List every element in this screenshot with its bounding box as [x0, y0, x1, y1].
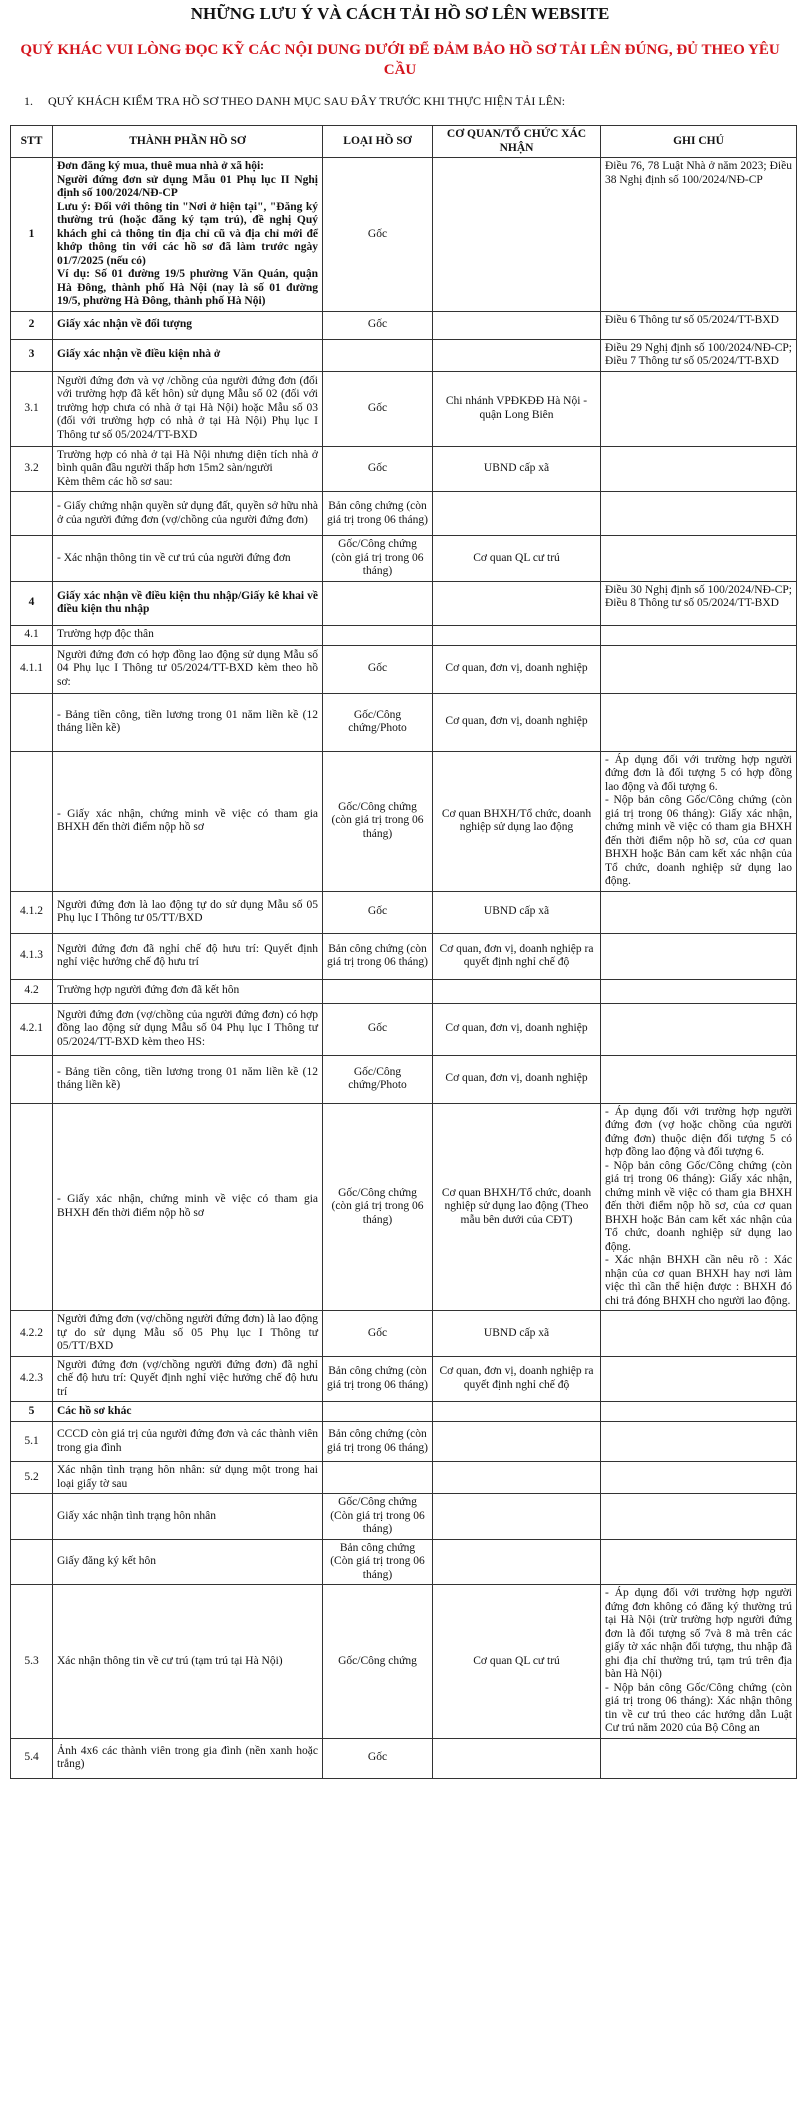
note-cell: Điều 6 Thông tư số 05/2024/TT-BXD	[601, 311, 797, 339]
note-cell	[601, 371, 797, 446]
note-cell	[601, 933, 797, 979]
component-cell: - Bảng tiền công, tiền lương trong 01 năm liền kề (12 tháng liền kề)	[53, 693, 323, 751]
component-cell: Người đứng đơn có hợp đồng lao động sử dụng Mẫu số 04 Phụ lục I Thông tư 05/2024/TT-BXD kèm theo hồ sơ:	[53, 645, 323, 693]
agency-cell: UBND cấp xã	[433, 446, 601, 492]
header-note: GHI CHÚ	[601, 126, 797, 158]
note-cell: - Áp dụng đối với trường hợp người đứng đơn (vợ hoặc chồng của người đứng đơn) thuộc diện đối tượng 5 có hợp đồng lao động và đối tượng 6. - Nộp bản công Gốc/Công chứng (còn giá trị trong 06 tháng): Giấy xác nhận, chứng minh về việc có tham gia BHXH đến thời điểm nộp hồ sơ, của cơ quan BHXH hoặc Bản cam kết xác nhận của Tổ chức, doanh nghiệp sử dụng lao động. - Xác nhận BHXH cần nêu rõ : Xác nhận của cơ quan BHXH hay nơi làm việc thì cần thể hiện được : BHXH đó chi trả đóng BHXH cho người lao động.	[601, 1103, 797, 1311]
table-row	[11, 933, 797, 979]
component-cell: Người đứng đơn (vợ/chồng của người đứng đơn) có hợp đồng lao động sử dụng Mẫu số 04 Phụ lục I Thông tư 05/2024/TT-BXD kèm theo HS:	[53, 1003, 323, 1055]
stt-cell	[11, 536, 53, 582]
stt-cell: 3.2	[11, 446, 53, 492]
header-type: LOẠI HỒ SƠ	[323, 126, 433, 158]
stt-cell	[11, 1103, 53, 1311]
note-cell	[601, 1462, 797, 1494]
stt-cell: 2	[11, 311, 53, 339]
table-row	[11, 1422, 797, 1462]
agency-cell: UBND cấp xã	[433, 891, 601, 933]
stt-cell	[11, 693, 53, 751]
component-cell: Giấy xác nhận về đối tượng	[53, 311, 323, 339]
stt-cell	[11, 492, 53, 536]
table-row	[11, 1055, 797, 1103]
component-cell: Người đứng đơn là lao động tự do sử dụng Mẫu số 05 Phụ lục I Thông tư 05/TT/BXD	[53, 891, 323, 933]
note-cell	[601, 625, 797, 645]
note-cell: Điều 76, 78 Luật Nhà ở năm 2023; Điều 38 Nghị định số 100/2024/NĐ-CP	[601, 158, 797, 312]
component-cell: - Bảng tiền công, tiền lương trong 01 năm liền kề (12 tháng liền kề)	[53, 1055, 323, 1103]
type-cell: Gốc/Công chứng/Photo	[323, 693, 433, 751]
agency-cell	[433, 492, 601, 536]
note-cell	[601, 1356, 797, 1402]
table-row	[11, 693, 797, 751]
table-row	[11, 1003, 797, 1055]
type-cell: Gốc/Công chứng (còn giá trị trong 06 tháng)	[323, 1103, 433, 1311]
stt-cell	[11, 751, 53, 891]
type-cell	[323, 979, 433, 1003]
type-cell: Bản công chứng (còn giá trị trong 06 tháng)	[323, 1422, 433, 1462]
stt-cell: 5.1	[11, 1422, 53, 1462]
component-cell: CCCD còn giá trị của người đứng đơn và các thành viên trong gia đình	[53, 1422, 323, 1462]
stt-cell: 4	[11, 581, 53, 625]
page-subtitle: QUÝ KHÁC VUI LÒNG ĐỌC KỸ CÁC NỘI DUNG DƯỚI ĐỂ ĐẢM BẢO HỒ SƠ TẢI LÊN ĐÚNG, ĐỦ THEO YÊU CẦU	[20, 42, 780, 78]
component-cell: Trường hợp có nhà ở tại Hà Nội nhưng diện tích nhà ở bình quân đầu người thấp hơn 15m2 sàn/người Kèm thêm các hồ sơ sau:	[53, 446, 323, 492]
type-cell	[323, 1462, 433, 1494]
type-cell: Gốc/Công chứng/Photo	[323, 1055, 433, 1103]
note-cell: - Áp dụng đối với trường hợp người đứng đơn không có đăng ký thường trú tại Hà Nội (trừ trường hợp người đứng đơn là đối tượng số 7và 8 mà trên các giấy tờ xác nhận đối tượng, thu nhập đã ghi địa chỉ thường trú, tạm trú trên địa bàn Hà Nội) - Nộp bản công Gốc/Công chứng (còn giá trị trong 06 tháng): Xác nhận thông tin về cư trú theo các hướng dẫn Luật Cư trú năm 2020 của Bộ Công an	[601, 1585, 797, 1739]
instruction-line	[24, 94, 784, 109]
agency-cell	[433, 1494, 601, 1540]
type-cell: Gốc/Công chứng (còn giá trị trong 06 tháng)	[323, 536, 433, 582]
component-cell: Các hồ sơ khác	[53, 1402, 323, 1422]
header-stt: STT	[11, 126, 53, 158]
component-cell: Giấy xác nhận về điều kiện thu nhập/Giấy kê khai về điều kiện thu nhập	[53, 581, 323, 625]
table-row	[11, 536, 797, 582]
table-row	[11, 1356, 797, 1402]
table-row	[11, 158, 797, 312]
table-row	[11, 371, 797, 446]
note-cell	[601, 1422, 797, 1462]
stt-cell: 4.1.3	[11, 933, 53, 979]
type-cell: Bản công chứng (Còn giá trị trong 06 tháng)	[323, 1539, 433, 1585]
table-row	[11, 492, 797, 536]
agency-cell	[433, 625, 601, 645]
instruction-number: 1.	[24, 94, 33, 108]
agency-cell: Chi nhánh VPĐKĐĐ Hà Nội - quận Long Biên	[433, 371, 601, 446]
type-cell: Bản công chứng (còn giá trị trong 06 tháng)	[323, 933, 433, 979]
note-cell: Điều 30 Nghị định số 100/2024/NĐ-CP; Điều 8 Thông tư số 05/2024/TT-BXD	[601, 581, 797, 625]
component-cell: - Giấy xác nhận, chứng minh về việc có tham gia BHXH đến thời điểm nộp hồ sơ	[53, 751, 323, 891]
component-cell: Người đứng đơn (vợ/chồng người đứng đơn) là lao động tự do sử dụng Mẫu số 05 Phụ lục I Thông tư 05/TT/BXD	[53, 1311, 323, 1357]
table-row	[11, 1585, 797, 1739]
table-row	[11, 751, 797, 891]
type-cell: Gốc	[323, 446, 433, 492]
agency-cell	[433, 339, 601, 371]
stt-cell: 3	[11, 339, 53, 371]
type-cell: Gốc	[323, 158, 433, 312]
header-component: THÀNH PHẦN HỒ SƠ	[53, 126, 323, 158]
component-cell: Giấy xác nhận tình trạng hôn nhân	[53, 1494, 323, 1540]
note-cell: Điều 29 Nghị định số 100/2024/NĐ-CP; Điều 7 Thông tư số 05/2024/TT-BXD	[601, 339, 797, 371]
type-cell: Gốc/Công chứng (còn giá trị trong 06 tháng)	[323, 751, 433, 891]
table-row	[11, 979, 797, 1003]
note-cell	[601, 979, 797, 1003]
note-cell	[601, 492, 797, 536]
agency-cell: Cơ quan, đơn vị, doanh nghiệp ra quyết định nghỉ chế độ	[433, 1356, 601, 1402]
table-row	[11, 891, 797, 933]
documents-table	[10, 125, 797, 1779]
component-cell: Xác nhận tình trạng hôn nhân: sử dụng một trong hai loại giấy tờ sau	[53, 1462, 323, 1494]
agency-cell: Cơ quan, đơn vị, doanh nghiệp	[433, 1003, 601, 1055]
stt-cell: 5.2	[11, 1462, 53, 1494]
note-cell	[601, 1055, 797, 1103]
type-cell: Gốc	[323, 1738, 433, 1778]
component-cell: Trường hợp người đứng đơn đã kết hôn	[53, 979, 323, 1003]
note-cell: - Áp dụng đối với trường hợp người đứng đơn là đối tượng 5 có hợp đồng lao động và đối tượng 6. - Nộp bản công Gốc/Công chứng (còn giá trị trong 06 tháng): Giấy xác nhận, chứng minh về việc có tham gia BHXH đến thời điểm nộp hồ sơ, của cơ quan BHXH hoặc Bản cam kết xác nhận của Tổ chức, doanh nghiệp sử dụng lao động.	[601, 751, 797, 891]
type-cell: Gốc	[323, 371, 433, 446]
agency-cell	[433, 158, 601, 312]
component-cell: Người đứng đơn đã nghỉ chế độ hưu trí: Quyết định nghỉ việc hưởng chế độ hưu trí	[53, 933, 323, 979]
table-row	[11, 311, 797, 339]
component-cell: - Giấy xác nhận, chứng minh về việc có tham gia BHXH đến thời điểm nộp hồ sơ	[53, 1103, 323, 1311]
stt-cell: 4.1	[11, 625, 53, 645]
stt-cell: 5	[11, 1402, 53, 1422]
agency-cell	[433, 581, 601, 625]
component-cell: Ảnh 4x6 các thành viên trong gia đình (nền xanh hoặc trắng)	[53, 1738, 323, 1778]
table-row	[11, 581, 797, 625]
note-cell	[601, 645, 797, 693]
note-cell	[601, 1402, 797, 1422]
note-cell	[601, 1539, 797, 1585]
component-cell: - Giấy chứng nhận quyền sử dụng đất, quyền sở hữu nhà ở của người đứng đơn (vợ/chồng của người đứng đơn)	[53, 492, 323, 536]
component-details: Người đứng đơn sử dụng Mẫu 01 Phụ lục II Nghị định số 100/2024/NĐ-CP Lưu ý: Đối với thông tin "Nơi ở hiện tại", "Đăng ký thường trú (hoặc đăng ký tạm trú), đề nghị Quý khách ghi cả thông tin địa chỉ cũ và địa chỉ mới để khớp thông tin với các hồ sơ đã làm trước ngày 01/7/2025 (nếu có) Ví dụ: Số 01 đường 19/5 phường Văn Quán, quận Hà Đông, thành phố Hà Nội (nay là số 01 đường 19/5, phường Hà Đông, thành phố Hà Nội)	[57, 173, 318, 307]
stt-cell: 5.4	[11, 1738, 53, 1778]
agency-cell	[433, 1402, 601, 1422]
table-row	[11, 645, 797, 693]
type-cell: Gốc/Công chứng	[323, 1585, 433, 1739]
component-cell: Trường hợp độc thân	[53, 625, 323, 645]
stt-cell: 5.3	[11, 1585, 53, 1739]
note-cell	[601, 1738, 797, 1778]
agency-cell	[433, 311, 601, 339]
type-cell: Gốc	[323, 1311, 433, 1357]
note-cell	[601, 1003, 797, 1055]
stt-cell: 3.1	[11, 371, 53, 446]
agency-cell: Cơ quan QL cư trú	[433, 1585, 601, 1739]
stt-cell: 4.1.2	[11, 891, 53, 933]
stt-cell	[11, 1539, 53, 1585]
component-cell	[53, 158, 323, 312]
note-cell	[601, 536, 797, 582]
agency-cell	[433, 1462, 601, 1494]
note-cell	[601, 693, 797, 751]
type-cell: Bản công chứng (còn giá trị trong 06 tháng)	[323, 1356, 433, 1402]
component-heading: Đơn đăng ký mua, thuê mua nhà ở xã hội:	[57, 160, 265, 172]
component-cell: Giấy đăng ký kết hôn	[53, 1539, 323, 1585]
table-row	[11, 625, 797, 645]
component-cell: Người đứng đơn và vợ /chồng của người đứng đơn (đối với trường hợp đã kết hôn) sử dụng Mẫu số 02 (đối với trường hợp chưa có nhà ở tại Hà Nội) hoặc Mẫu số 03 (đối với trường hợp có nhà ở tại Hà Nội) Phụ lục I Thông tư số 05/2024/TT-BXD	[53, 371, 323, 446]
agency-cell: Cơ quan, đơn vị, doanh nghiệp ra quyết định nghỉ chế độ	[433, 933, 601, 979]
table-row	[11, 446, 797, 492]
table-row	[11, 1539, 797, 1585]
agency-cell: Cơ quan, đơn vị, doanh nghiệp	[433, 1055, 601, 1103]
note-cell	[601, 891, 797, 933]
agency-cell: Cơ quan, đơn vị, doanh nghiệp	[433, 645, 601, 693]
stt-cell: 4.2.3	[11, 1356, 53, 1402]
stt-cell: 4.2	[11, 979, 53, 1003]
page-title: NHỮNG LƯU Ý VÀ CÁCH TẢI HỒ SƠ LÊN WEBSITE	[190, 4, 610, 23]
stt-cell	[11, 1055, 53, 1103]
type-cell	[323, 625, 433, 645]
type-cell: Gốc	[323, 311, 433, 339]
table-row	[11, 1462, 797, 1494]
note-cell	[601, 1494, 797, 1540]
stt-cell: 4.2.1	[11, 1003, 53, 1055]
stt-cell: 1	[11, 158, 53, 312]
type-cell: Gốc	[323, 645, 433, 693]
agency-cell: Cơ quan QL cư trú	[433, 536, 601, 582]
table-row	[11, 1402, 797, 1422]
component-cell: Giấy xác nhận về điều kiện nhà ở	[53, 339, 323, 371]
table-row	[11, 1311, 797, 1357]
type-cell: Bản công chứng (còn giá trị trong 06 tháng)	[323, 492, 433, 536]
agency-cell: Cơ quan BHXH/Tổ chức, doanh nghiệp sử dụng lao động	[433, 751, 601, 891]
component-cell: Người đứng đơn (vợ/chồng người đứng đơn) đã nghỉ chế độ hưu trí: Quyết định nghỉ việc hưởng chế độ hưu trí	[53, 1356, 323, 1402]
agency-cell: Cơ quan BHXH/Tổ chức, doanh nghiệp sử dụng lao động (Theo mẫu bên dưới của CĐT)	[433, 1103, 601, 1311]
type-cell	[323, 581, 433, 625]
type-cell	[323, 1402, 433, 1422]
agency-cell	[433, 979, 601, 1003]
table-row	[11, 339, 797, 371]
type-cell: Gốc	[323, 891, 433, 933]
agency-cell	[433, 1738, 601, 1778]
component-cell: - Xác nhận thông tin về cư trú của người đứng đơn	[53, 536, 323, 582]
agency-cell: Cơ quan, đơn vị, doanh nghiệp	[433, 693, 601, 751]
table-row	[11, 1494, 797, 1540]
instruction-text: QUÝ KHÁCH KIỂM TRA HỒ SƠ THEO DANH MỤC SAU ĐÂY TRƯỚC KHI THỰC HIỆN TẢI LÊN:	[48, 94, 566, 108]
component-cell: Xác nhận thông tin về cư trú (tạm trú tại Hà Nội)	[53, 1585, 323, 1739]
header-agency: CƠ QUAN/TỔ CHỨC XÁC NHẬN	[433, 126, 601, 158]
table-row	[11, 1103, 797, 1311]
note-cell	[601, 1311, 797, 1357]
type-cell: Gốc/Công chứng (Còn giá trị trong 06 tháng)	[323, 1494, 433, 1540]
note-cell	[601, 446, 797, 492]
type-cell	[323, 339, 433, 371]
stt-cell: 4.2.2	[11, 1311, 53, 1357]
stt-cell	[11, 1494, 53, 1540]
table-row	[11, 1738, 797, 1778]
agency-cell	[433, 1539, 601, 1585]
agency-cell: UBND cấp xã	[433, 1311, 601, 1357]
agency-cell	[433, 1422, 601, 1462]
type-cell: Gốc	[323, 1003, 433, 1055]
stt-cell: 4.1.1	[11, 645, 53, 693]
table-header-row	[11, 126, 797, 158]
